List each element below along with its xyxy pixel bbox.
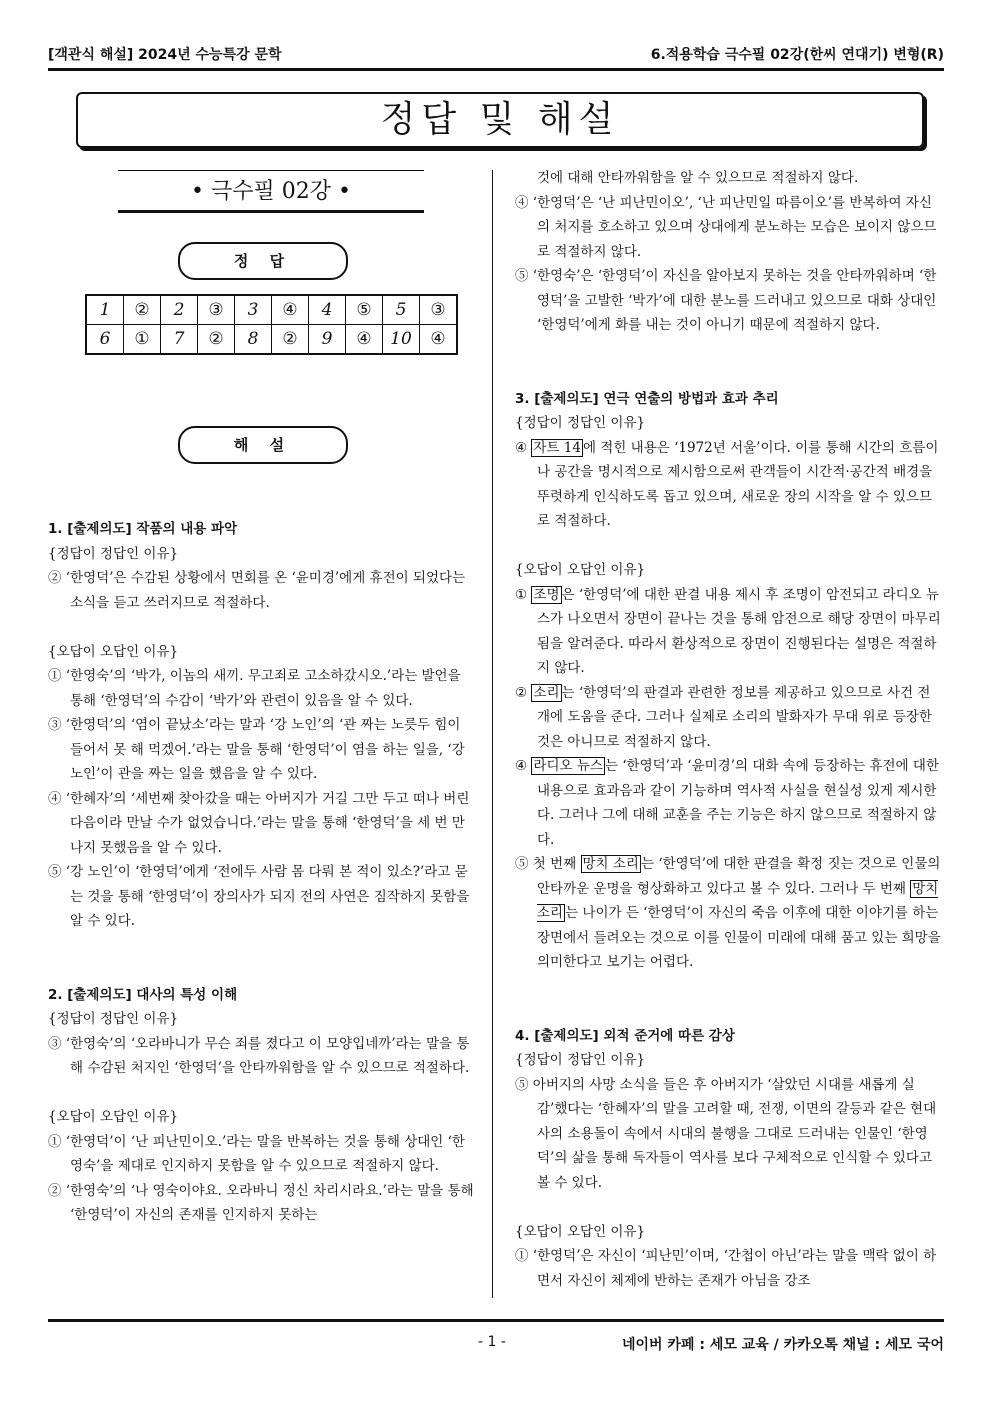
q3-wrong-text: 는 나이가 든 ‘한영덕’이 자신의 죽음 이후에 대한 이야기를 하는 장면에서 들려오는 것으로 이를 인물이 미래에 대해 품고 있는 희망을 의미한다고 보기는 어렵다. — [537, 905, 941, 970]
page-header — [48, 44, 944, 66]
choice-mark: ⑤ — [515, 856, 529, 872]
page-title: 정답 및 해설 — [76, 92, 924, 148]
question-number: 9 — [309, 325, 346, 355]
kicker-rule-bottom — [118, 210, 424, 213]
boxed-term: 자트 14 — [533, 439, 581, 456]
right-column — [515, 166, 943, 1293]
q3-correct-label: {정답이 정답인 이유} — [515, 415, 646, 431]
q1-correct: ② ‘한영덕’은 수감된 상황에서 면회를 온 ‘윤미경’에게 휴전이 되었다는 소식을 듣고 쓰러지므로 적절하다. — [48, 570, 466, 611]
q3-wrong-text: 은 ‘한영덕’에 대한 판결 내용 제시 후 조명이 암전되고 라디오 뉴스가 나오면서 장면이 끝나는 것을 통해 암전으로 해당 장면이 마무리됨을 알려준다. 따라서 환상적으로 장면이 진행된다는 설명은 적절하지 않다. — [537, 586, 941, 676]
answer-choice: ④ — [420, 325, 458, 355]
column-divider — [492, 170, 493, 1298]
q3-wrong-text: 는 ‘한영덕’에 대한 판결을 확정 짓는 것으로 인물의 안타까운 운명을 형상화하고 있다고 볼 수 있다. 그러나 두 번째 — [537, 856, 941, 897]
answer-choice: ④ — [346, 325, 383, 355]
footer-rule — [48, 1319, 944, 1322]
answer-choice: ③ — [198, 295, 235, 325]
choice-mark: ④ — [515, 439, 528, 456]
q1-heading: 1. [출제의도] 작품의 내용 파악 — [48, 521, 238, 537]
answer-row — [86, 325, 457, 355]
boxed-term: 망치 소리 — [537, 880, 939, 921]
q3-wrong-text: 는 ‘한영덕’의 판결과 관련한 정보를 제공하고 있으므로 사건 전개에 도움을 준다. 그러나 실제로 소리의 발화자가 무대 위로 등장한 것은 아니므로 적절하지 않다. — [537, 684, 933, 750]
q2-wrong-label: {오답이 오답인 이유} — [48, 1109, 179, 1125]
q1-wrong-item: ⑤ ‘강 노인’이 ‘한영덕’에게 ‘전에두 사람 몸 다뤄 본 적이 있소?’라고 묻는 것을 통해 ‘한영덕’이 장의사가 되지 전의 사연은 짐작하지 못함을 알 수 있다. — [48, 864, 470, 929]
q3-wrong-text: 는 ‘한영덕’과 ‘윤미경’의 대화 속에 등장하는 휴전에 대한 내용으로 효과음과 같이 기능하며 역사적 사실을 현실성 있게 제시한다. 그러나 그에 대해 교훈을 주는 기능은 하지 않으므로 적절하지 않다. — [537, 758, 940, 848]
q3-wrong-item — [515, 583, 943, 681]
q2-wrong-item: ① ‘한영덕’이 ‘난 피난민이오.’라는 말을 반복하는 것을 통해 상대인 ‘한영숙’을 제대로 인지하지 못함을 알 수 있으므로 적절하지 않다. — [48, 1133, 465, 1174]
q4-heading: 4. [출제의도] 외적 준거에 따른 감상 — [515, 1027, 735, 1044]
q4-wrong-label: {오답이 오답인 이유} — [515, 1223, 646, 1240]
answer-choice: ④ — [272, 295, 309, 325]
answer-choice: ③ — [420, 295, 458, 325]
explanation-label: 해 설 — [178, 426, 348, 464]
answer-choice: ② — [272, 325, 309, 355]
question-number: 4 — [309, 295, 346, 325]
q3-wrong-text: 첫 번째 — [532, 856, 581, 872]
q3-heading: 3. [출제의도] 연극 연출의 방법과 효과 추리 — [515, 390, 779, 407]
choice-mark: ① — [515, 586, 528, 603]
q4-correct-label: {정답이 정답인 이유} — [515, 1052, 646, 1068]
answer-row — [86, 295, 457, 325]
q1-correct-label: {정답이 정답인 이유} — [48, 545, 179, 562]
q4-correct: ⑤ 아버지의 사망 소식을 들은 후 아버지가 ‘살았던 시대를 새롭게 실감’했다는 ‘한혜자’의 말을 고려할 때, 전쟁, 이면의 갈등과 같은 현대사의 소용돌이 속에서 시대의 불행을 그대로 드러내는 인물인 ‘한영덕’의 삶을 통해 독자들이 역사를 보다 구체적으로 인식할 수 있다고 볼 수 있다. — [515, 1076, 937, 1191]
q3-wrong-item — [515, 852, 943, 975]
q2-correct: ③ ‘한영숙’의 ‘오라바니가 무슨 죄를 졌다고 이 모양입네까’라는 말을 통해 수감된 처지인 ‘한영덕’을 안타까워함을 알 수 있으므로 적절하다. — [48, 1035, 470, 1076]
boxed-term: 소리 — [533, 684, 560, 701]
question-number: 7 — [161, 325, 198, 355]
q1-wrong-item: ③ ‘한영덕’의 ‘염이 끝났소’라는 말과 ‘강 노인’의 ‘관 짜는 노릇두 힘이 들어서 못 해 먹겠어.’라는 말을 통해 ‘한영덕’이 염을 하는 일을, ‘강 노인’이 관을 짜는 일을 했음을 알 수 있다. — [48, 717, 465, 782]
footer-credit: 네이버 카페 : 세모 교육 / 카카오톡 채널 : 세모 국어 — [621, 1337, 944, 1353]
question-number: 5 — [383, 295, 420, 325]
q2-correct-label: {정답이 정답인 이유} — [48, 1011, 179, 1027]
q3-wrong-item — [515, 681, 943, 755]
answer-choice: ⑤ — [346, 295, 383, 325]
q4-wrong-item: ① ‘한영덕’은 자신이 ‘피난민’이며, ‘간첩이 아닌’라는 말을 맥락 없이 하면서 자신이 체제에 반하는 존재가 아님을 강조 — [515, 1248, 937, 1289]
page-number: - 1 - — [478, 1334, 506, 1350]
left-column — [48, 517, 476, 1228]
answer-choice: ① — [124, 325, 161, 355]
answer-label: 정 답 — [178, 242, 348, 280]
answer-table — [85, 294, 458, 355]
question-number: 2 — [161, 295, 198, 325]
choice-mark: ② — [515, 684, 528, 701]
question-number: 8 — [235, 325, 272, 355]
q3-wrong-item — [515, 754, 943, 852]
kicker-rule-top — [118, 170, 424, 171]
choice-mark: ④ — [515, 758, 528, 774]
q2-wrong-item: ④ ‘한영덕’은 ‘난 피난민이오’, ‘난 피난민일 따름이오’를 반복하여 자신의 처지를 호소하고 있으며 상대에게 분노하는 모습은 보이지 않으므로 적절하지 않다. — [515, 194, 937, 260]
answer-choice: ② — [124, 295, 161, 325]
q1-wrong-label: {오답이 오답인 이유} — [48, 643, 179, 660]
q3-wrong-label: {오답이 오답인 이유} — [515, 562, 646, 578]
question-number: 3 — [235, 295, 272, 325]
question-number: 1 — [86, 295, 124, 325]
page-footer — [48, 1334, 944, 1356]
boxed-term: 라디오 뉴스 — [533, 758, 603, 774]
header-right: 6.적용학습 극수필 02강(한씨 연대기) 변형(R) — [650, 47, 944, 63]
q2-wrong-continued: 것에 대해 안타까워함을 알 수 있으므로 적절하지 않다. — [537, 170, 859, 186]
boxed-term: 조명 — [533, 586, 560, 603]
q2-wrong-item: ② ‘한영숙’의 ‘나 영숙이야요. 오라바니 정신 차리시라요.’라는 말을 통해 ‘한영덕’이 자신의 존재를 인지하지 못하는 — [48, 1182, 474, 1223]
boxed-term: 망치 소리 — [582, 856, 639, 872]
header-rule — [48, 68, 944, 71]
q1-wrong-item: ① ‘한영숙’의 ‘박가, 이놈의 새끼. 무고죄로 고소하갔시오.’라는 발언을 통해 ‘한영덕’의 수감이 ‘박가’와 관련이 있음을 알 수 있다. — [48, 668, 461, 709]
q3-correct-text: 에 적힌 내용은 ‘1972년 서울’이다. 이를 통해 시간의 흐름이나 공간을 명시적으로 제시함으로써 관객들이 시간적·공간적 배경을 뚜렷하게 인식하도록 돕고 있으며, 새로운 장의 시작을 알 수 있으므로 적절하다. — [537, 439, 939, 529]
q2-heading: 2. [출제의도] 대사의 특성 이해 — [48, 986, 238, 1003]
header-left: [객관식 해설] 2024년 수능특강 문학 — [48, 47, 282, 63]
kicker-title: • 극수필 02강 • — [191, 179, 351, 204]
q2-wrong-item: ⑤ ‘한영숙’은 ‘한영덕’이 자신을 알아보지 못하는 것을 안타까워하며 ‘한영덕’을 고발한 ‘박가’에 대한 분노를 드러내고 있으므로 대화 상대인 ‘한영덕’에게 화를 내는 것이 아니기 때문에 적절하지 않다. — [515, 268, 937, 333]
question-number: 6 — [86, 325, 124, 355]
q3-correct — [515, 436, 943, 534]
answer-choice: ② — [198, 325, 235, 355]
q1-wrong-item: ④ ‘한혜자’의 ‘세번째 찾아갔을 때는 아버지가 거길 그만 두고 떠나 버린 다음이라 만날 수가 없었습니다.’라는 말을 통해 ‘한영덕’을 세 번 만나지 못했음을 알 수 있다. — [48, 790, 470, 856]
question-number: 10 — [383, 325, 420, 355]
